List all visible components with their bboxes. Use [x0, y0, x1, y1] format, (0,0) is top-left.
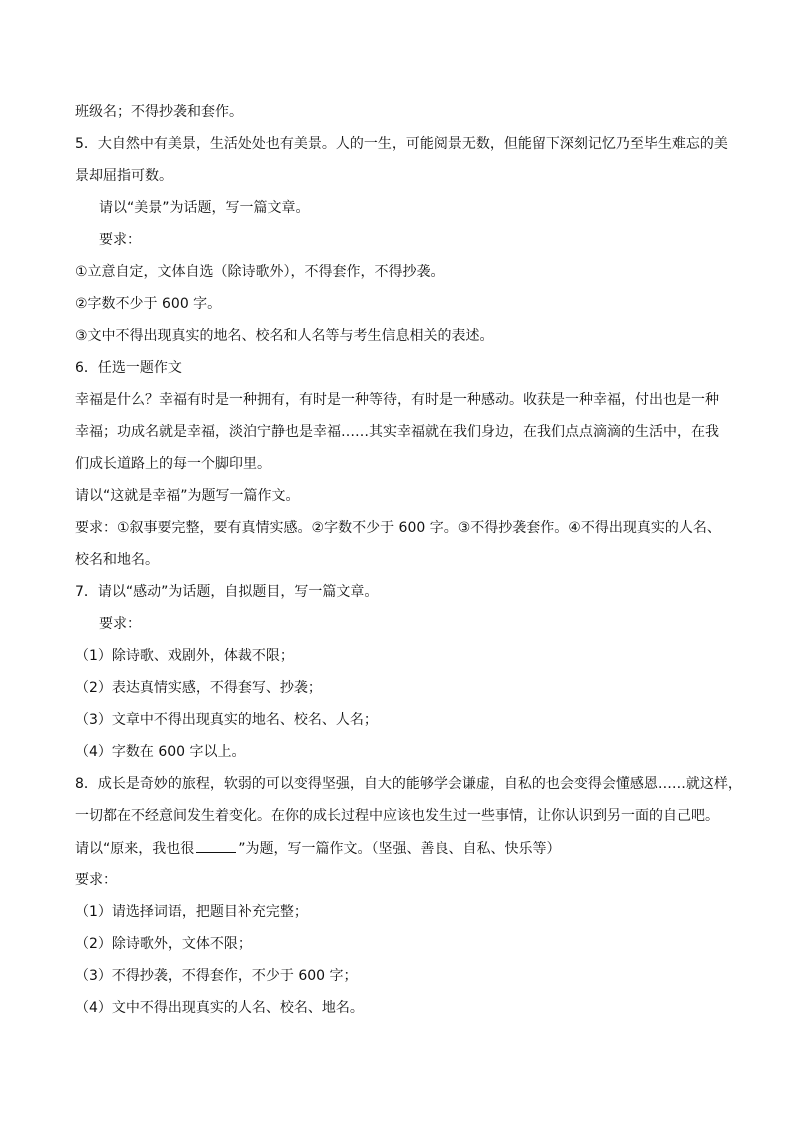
- requirement-item: （2）除诗歌外，文体不限；: [75, 936, 252, 952]
- requirements-heading: 要求：: [99, 616, 141, 632]
- requirement-item: （1）除诗歌、戏剧外，体裁不限；: [75, 648, 294, 664]
- requirements-heading: 要求：: [99, 232, 141, 248]
- requirements-heading: 要求：: [75, 872, 117, 888]
- question-6-line-1: 幸福是什么？幸福有时是一种拥有，有时是一种等待，有时是一种感动。收获是一种幸福，付出也是一种: [75, 392, 719, 408]
- question-6-prompt: 请以“这就是幸福”为题写一篇作文。: [75, 488, 300, 504]
- requirement-item: （2）表达真情实感，不得套写、抄袭；: [75, 680, 322, 696]
- question-6-requirements: 要求：①叙事要完整，要有真情实感。②字数不少于 600 字。③不得抄袭套作。④不得出现真实的人名、: [75, 520, 721, 536]
- requirement-item: ②字数不少于 600 字。: [75, 296, 222, 312]
- requirement-item: （3）不得抄袭，不得套作，不少于 600 字；: [75, 968, 358, 984]
- requirement-item: （4）文中不得出现真实的人名、校名、地名。: [75, 1000, 364, 1016]
- requirement-item: （3）文章中不得出现真实的地名、校名、人名；: [75, 712, 378, 728]
- question-7-heading: 7．请以“感动”为话题，自拟题目，写一篇文章。: [75, 584, 379, 600]
- requirement-item: ①立意自定，文体自选（除诗歌外），不得套作，不得抄袭。: [75, 264, 445, 280]
- prompt-suffix: ”为题，写一篇作文。（坚强、善良、自私、快乐等）: [238, 841, 561, 857]
- requirement-item: ③文中不得出现真实的地名、校名和人名等与考生信息相关的表述。: [75, 328, 494, 344]
- requirement-item: （4）字数在 600 字以上。: [75, 744, 246, 760]
- question-8-line-2: 一切都在不经意间发生着变化。在你的成长过程中应该也发生过一些事情，让你认识到另一面的自己吧。: [75, 808, 719, 824]
- question-5-prompt: 请以“美景”为话题，写一篇文章。: [99, 200, 310, 216]
- question-6-requirements-cont: 校名和地名。: [75, 552, 159, 568]
- question-5-line-2: 景却屈指可数。: [75, 168, 173, 184]
- requirement-item: （1）请选择词语，把题目补充完整；: [75, 904, 308, 920]
- question-6-line-2: 幸福；功成名就是幸福，淡泊宁静也是幸福……其实幸福就在我们身边，在我们点点滴滴的生活中，在我: [75, 424, 719, 440]
- question-6-heading: 6．任选一题作文: [75, 360, 182, 376]
- text-line: 班级名；不得抄袭和套作。: [75, 104, 243, 120]
- fill-in-blank: [196, 838, 236, 853]
- question-6-line-3: 们成长道路上的每一个脚印里。: [75, 456, 271, 472]
- prompt-prefix: 请以“原来，我也很: [75, 841, 195, 857]
- question-8-line-1: 8．成长是奇妙的旅程，软弱的可以变得坚强，自大的能够学会谦虚，自私的也会变得会懂感恩……就这样，: [75, 776, 742, 792]
- question-5-line-1: 5．大自然中有美景，生活处处也有美景。人的一生，可能阅景无数，但能留下深刻记忆乃至毕生难忘的美: [75, 136, 728, 152]
- question-8-prompt: [75, 838, 561, 858]
